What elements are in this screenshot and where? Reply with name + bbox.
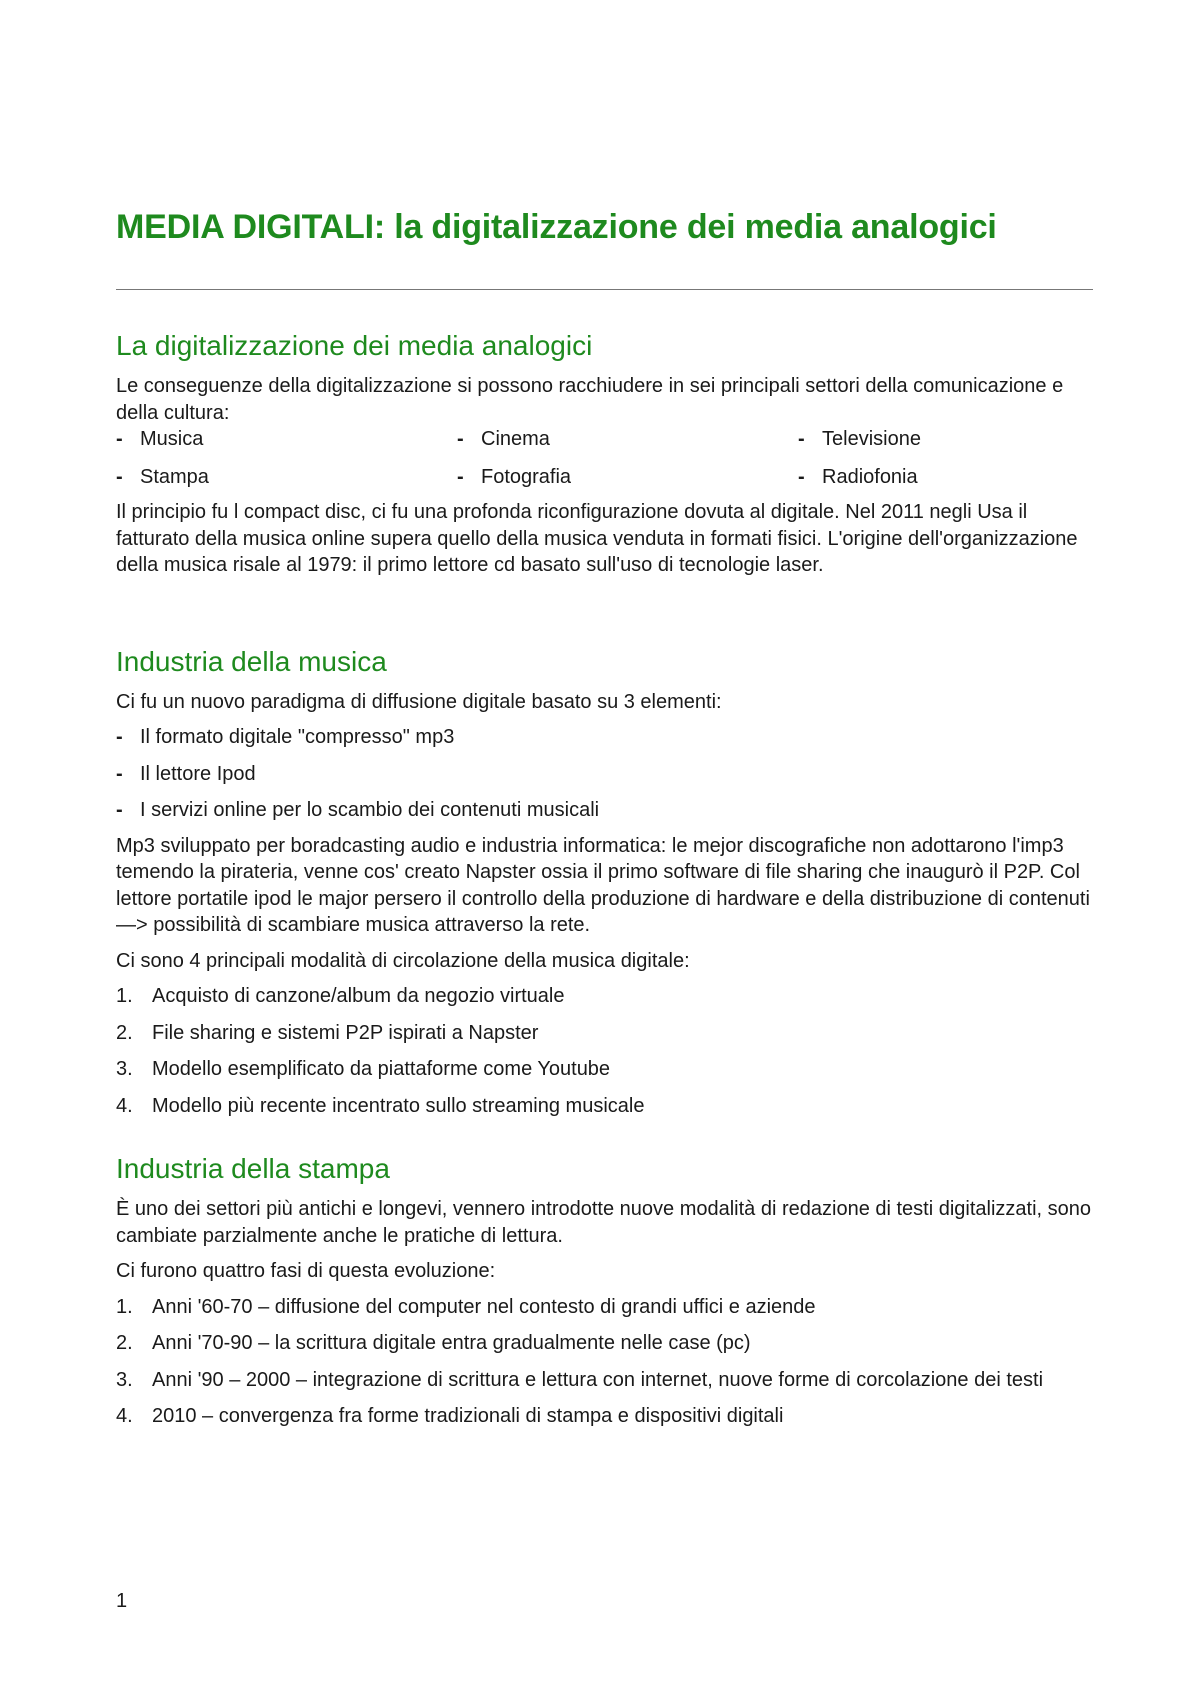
list-intro: Ci furono quattro fasi di questa evoluzione:: [116, 1260, 496, 1282]
sector-item: - Fotografia: [457, 464, 798, 491]
list-item: - Il lettore Ipod: [116, 761, 1096, 788]
list-item: - I servizi online per lo scambio dei contenuti musicali: [116, 797, 1096, 824]
sector-item: - Musica: [116, 426, 457, 453]
dash-marker: -: [457, 465, 464, 488]
section-digitalizzazione: [116, 328, 1096, 579]
section-intro: Le conseguenze della digitalizzazione si possono racchiudere in sei principali settori della comunicazione e della cultura:: [116, 375, 1064, 424]
list-intro: Ci sono 4 principali modalità di circolazione della musica digitale:: [116, 949, 690, 972]
list-number: 2.: [116, 1332, 133, 1354]
document-body: [116, 328, 1096, 1430]
section-intro: Ci fu un nuovo paradigma di diffusione digitale basato su 3 elementi:: [116, 690, 722, 713]
document-title: MEDIA DIGITALI: la digitalizzazione dei media analogici: [116, 208, 997, 246]
dash-marker: -: [116, 762, 123, 785]
list-item: 3. Anni '90 – 2000 – integrazione di scrittura e lettura con internet, nuove forme di corcolazione dei testi: [116, 1367, 1096, 1394]
list-item: 1. Acquisto di canzone/album da negozio virtuale: [116, 983, 1096, 1010]
section-industria-musica: [116, 644, 1096, 1120]
dash-marker: -: [798, 428, 805, 450]
title-divider: [116, 289, 1093, 290]
dash-marker: -: [457, 428, 464, 450]
sector-item: - Televisione: [798, 426, 1096, 453]
numbered-list: [116, 983, 1096, 1119]
section-paragraph: Il principio fu l compact disc, ci fu una profonda riconfigurazione dovuta al digitale. Nel 2011 negli Usa il fatturato della musica online supera quello della musica venduta in formati fisici. L'origine dell'organizzazione della musica risale al 1979: il primo lettore cd basato sull'uso di tecnologie laser.: [116, 501, 1078, 576]
list-item: 1. Anni '60-70 – diffusione del computer nel contesto di grandi uffici e aziende: [116, 1294, 1096, 1321]
list-item: 4. 2010 – convergenza fra forme tradizionali di stampa e dispositivi digitali: [116, 1403, 1096, 1430]
section-paragraph: Mp3 sviluppato per boradcasting audio e industria informatica: le mejor discografiche non adottarono l'imp3 temendo la pirateria, venne cos' creato Napster ossia il primo software di file sharing che inaugurò il P2P. Col lettore portatile ipod le major persero il controllo della produzione di hardware e della distribuzione di contenuti —> possibilità di scambiare musica attraverso la rete.: [116, 834, 1090, 936]
list-item: - Il formato digitale "compresso" mp3: [116, 724, 1096, 751]
section-intro: È uno dei settori più antichi e longevi, vennero introdotte nuove modalità di redazione di testi digitalizzati, sono cambiate parzialmente anche le pratiche di lettura.: [116, 1198, 1092, 1247]
list-number: 3.: [116, 1058, 133, 1080]
bullet-list: [116, 724, 1096, 824]
list-number: 1.: [116, 1295, 133, 1318]
section-heading: Industria della stampa: [116, 1153, 390, 1184]
dash-marker: -: [116, 428, 123, 450]
section-heading: La digitalizzazione dei media analogici: [116, 330, 593, 361]
list-item: 2. Anni '70-90 – la scrittura digitale entra gradualmente nelle case (pc): [116, 1330, 1096, 1357]
sector-item: - Radiofonia: [798, 464, 1096, 491]
document-page: [116, 0, 1096, 1696]
dash-marker: -: [116, 799, 123, 821]
dash-marker: -: [798, 465, 805, 488]
list-item: 3. Modello esemplificato da piattaforme come Youtube: [116, 1056, 1096, 1083]
numbered-list: [116, 1294, 1096, 1430]
dash-marker: -: [116, 465, 123, 488]
list-item: 2. File sharing e sistemi P2P ispirati a Napster: [116, 1020, 1096, 1047]
list-number: 4.: [116, 1405, 133, 1427]
list-number: 3.: [116, 1368, 133, 1391]
dash-marker: -: [116, 726, 123, 748]
sector-item: - Cinema: [457, 426, 798, 453]
list-number: 1.: [116, 985, 133, 1007]
list-item: 4. Modello più recente incentrato sullo streaming musicale: [116, 1093, 1096, 1120]
sector-list: [116, 426, 1096, 490]
list-number: 4.: [116, 1094, 133, 1117]
section-heading: Industria della musica: [116, 645, 387, 677]
list-number: 2.: [116, 1021, 133, 1044]
page-number: 1: [116, 1590, 128, 1612]
section-industria-stampa: [116, 1151, 1096, 1430]
sector-item: - Stampa: [116, 464, 457, 491]
